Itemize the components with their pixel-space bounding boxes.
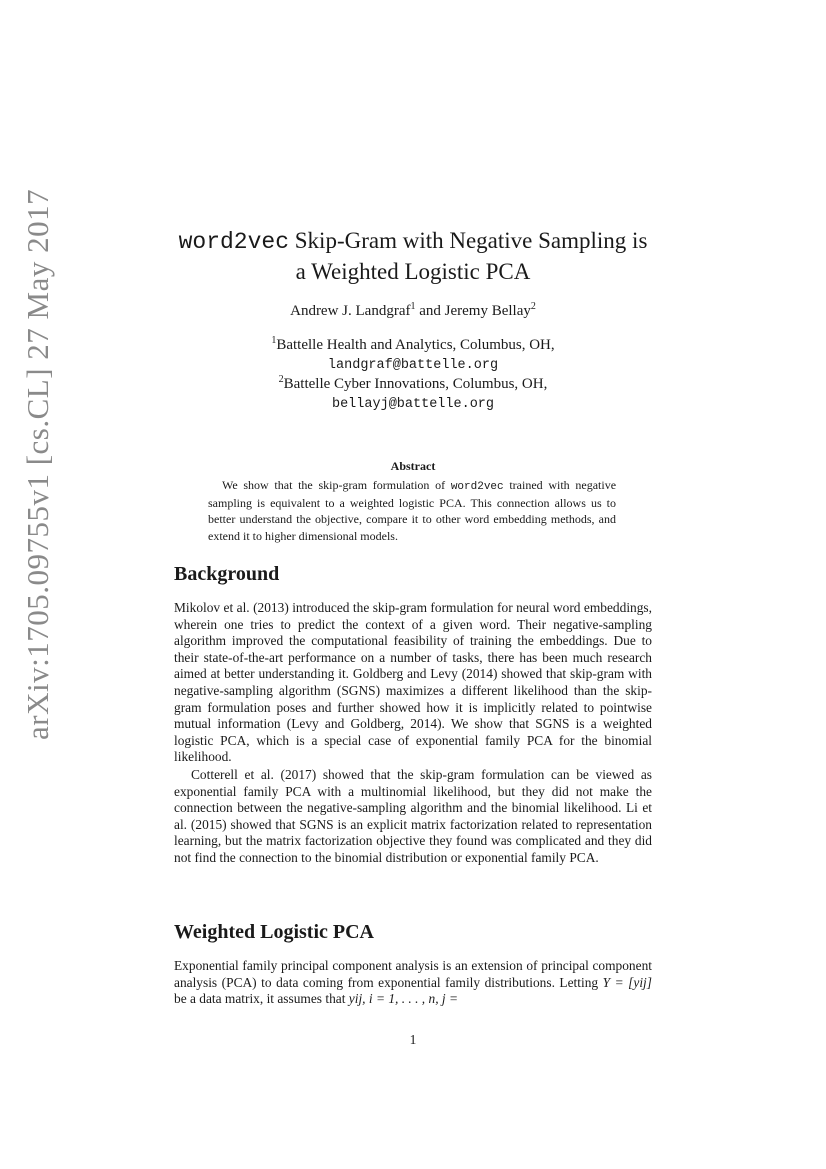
title-line2: a Weighted Logistic PCA <box>295 259 531 284</box>
paper-title <box>150 226 676 287</box>
section-heading-background: Background <box>174 563 280 585</box>
abstract-heading: Abstract <box>390 459 436 473</box>
math-indices: yij, i = 1, . . . , n, j = <box>348 991 458 1007</box>
abstract-text-end: trained with negative sampling is equivalent to a weighted logistic PCA. This connection allows us to better understand the objective, compare it to other word embedding methods, and extend it to higher dimensional models. <box>208 478 617 543</box>
page-number: 1 <box>409 1032 417 1047</box>
author-list <box>150 303 676 320</box>
section-heading-weighted-logistic-pca: Weighted Logistic PCA <box>174 921 374 943</box>
wlpca-text: Exponential family principal component analysis is an extension of principal component analysis (PCA) to data coming from exponential family distributions. Letting <box>174 958 652 990</box>
background-paragraph-2: Cotterell et al. (2017) showed that the skip-gram formulation can be viewed as exponential family PCA with a multinomial likelihood, but they did not make the connection between the negative-sampling algorithm and the binomial likelihood. Li et al. (2015) showed that SGNS is an explicit matrix factorization related to representation learning, but the matrix factorization objective they found was complicated and they did not find the connection to the binomial distribution or exponential family PCA. <box>174 767 652 865</box>
author-1-mark: 1 <box>410 301 416 312</box>
author-1: Andrew J. Landgraf <box>290 303 411 319</box>
affiliation-1 <box>150 336 676 356</box>
affiliation-1-email[interactable]: landgraf@battelle.org <box>327 357 499 373</box>
abstract-code-word: word2vec <box>450 481 504 493</box>
title-code-word: word2vec <box>178 229 290 255</box>
wlpca-text-mid: be a data matrix, it assumes that <box>174 991 346 1007</box>
affiliation-2-mark: 2 <box>278 374 284 385</box>
title-line1: Skip-Gram with Negative Sampling is <box>294 228 648 253</box>
arxiv-identifier: arXiv:1705.09755v1 [cs.CL] 27 May 2017 <box>20 188 55 740</box>
affiliation-2 <box>150 375 676 395</box>
affiliation-1-name: Battelle Health and Analytics, Columbus, OH, <box>276 337 555 353</box>
wlpca-paragraph-1 <box>174 958 652 1008</box>
author-2-mark: 2 <box>530 301 536 312</box>
author-conjunction: and <box>419 303 441 319</box>
affiliation-1-mark: 1 <box>271 335 277 346</box>
math-data-matrix: Y = [yij] <box>602 974 652 990</box>
abstract-text-start: We show that the skip-gram formulation of <box>222 478 446 492</box>
background-paragraph-1: Mikolov et al. (2013) introduced the skip-gram formulation for neural word embeddings, wherein one tries to predict the context of a given word. Their negative-sampling algorithm improved the computational feasibility of training the embeddings. Due to their state-of-the-art performance on a number of tasks, there has been much research aimed at better understanding it. Goldberg and Levy (2014) showed that skip-gram with negative-sampling algorithm (SGNS) maximizes a different likelihood than the skip-gram formulation poses and further showed how it is implicitly related to pointwise mutual information (Levy and Goldberg, 2014). We show that SGNS is a weighted logistic PCA, which is a special case of exponential family PCA for the binomial likelihood. <box>174 600 652 765</box>
affiliation-2-email[interactable]: bellayj@battelle.org <box>331 396 495 412</box>
author-2: Jeremy Bellay <box>444 303 531 319</box>
affiliations <box>150 336 676 414</box>
abstract-text <box>208 477 616 544</box>
affiliation-2-name: Battelle Cyber Innovations, Columbus, OH, <box>283 376 548 392</box>
